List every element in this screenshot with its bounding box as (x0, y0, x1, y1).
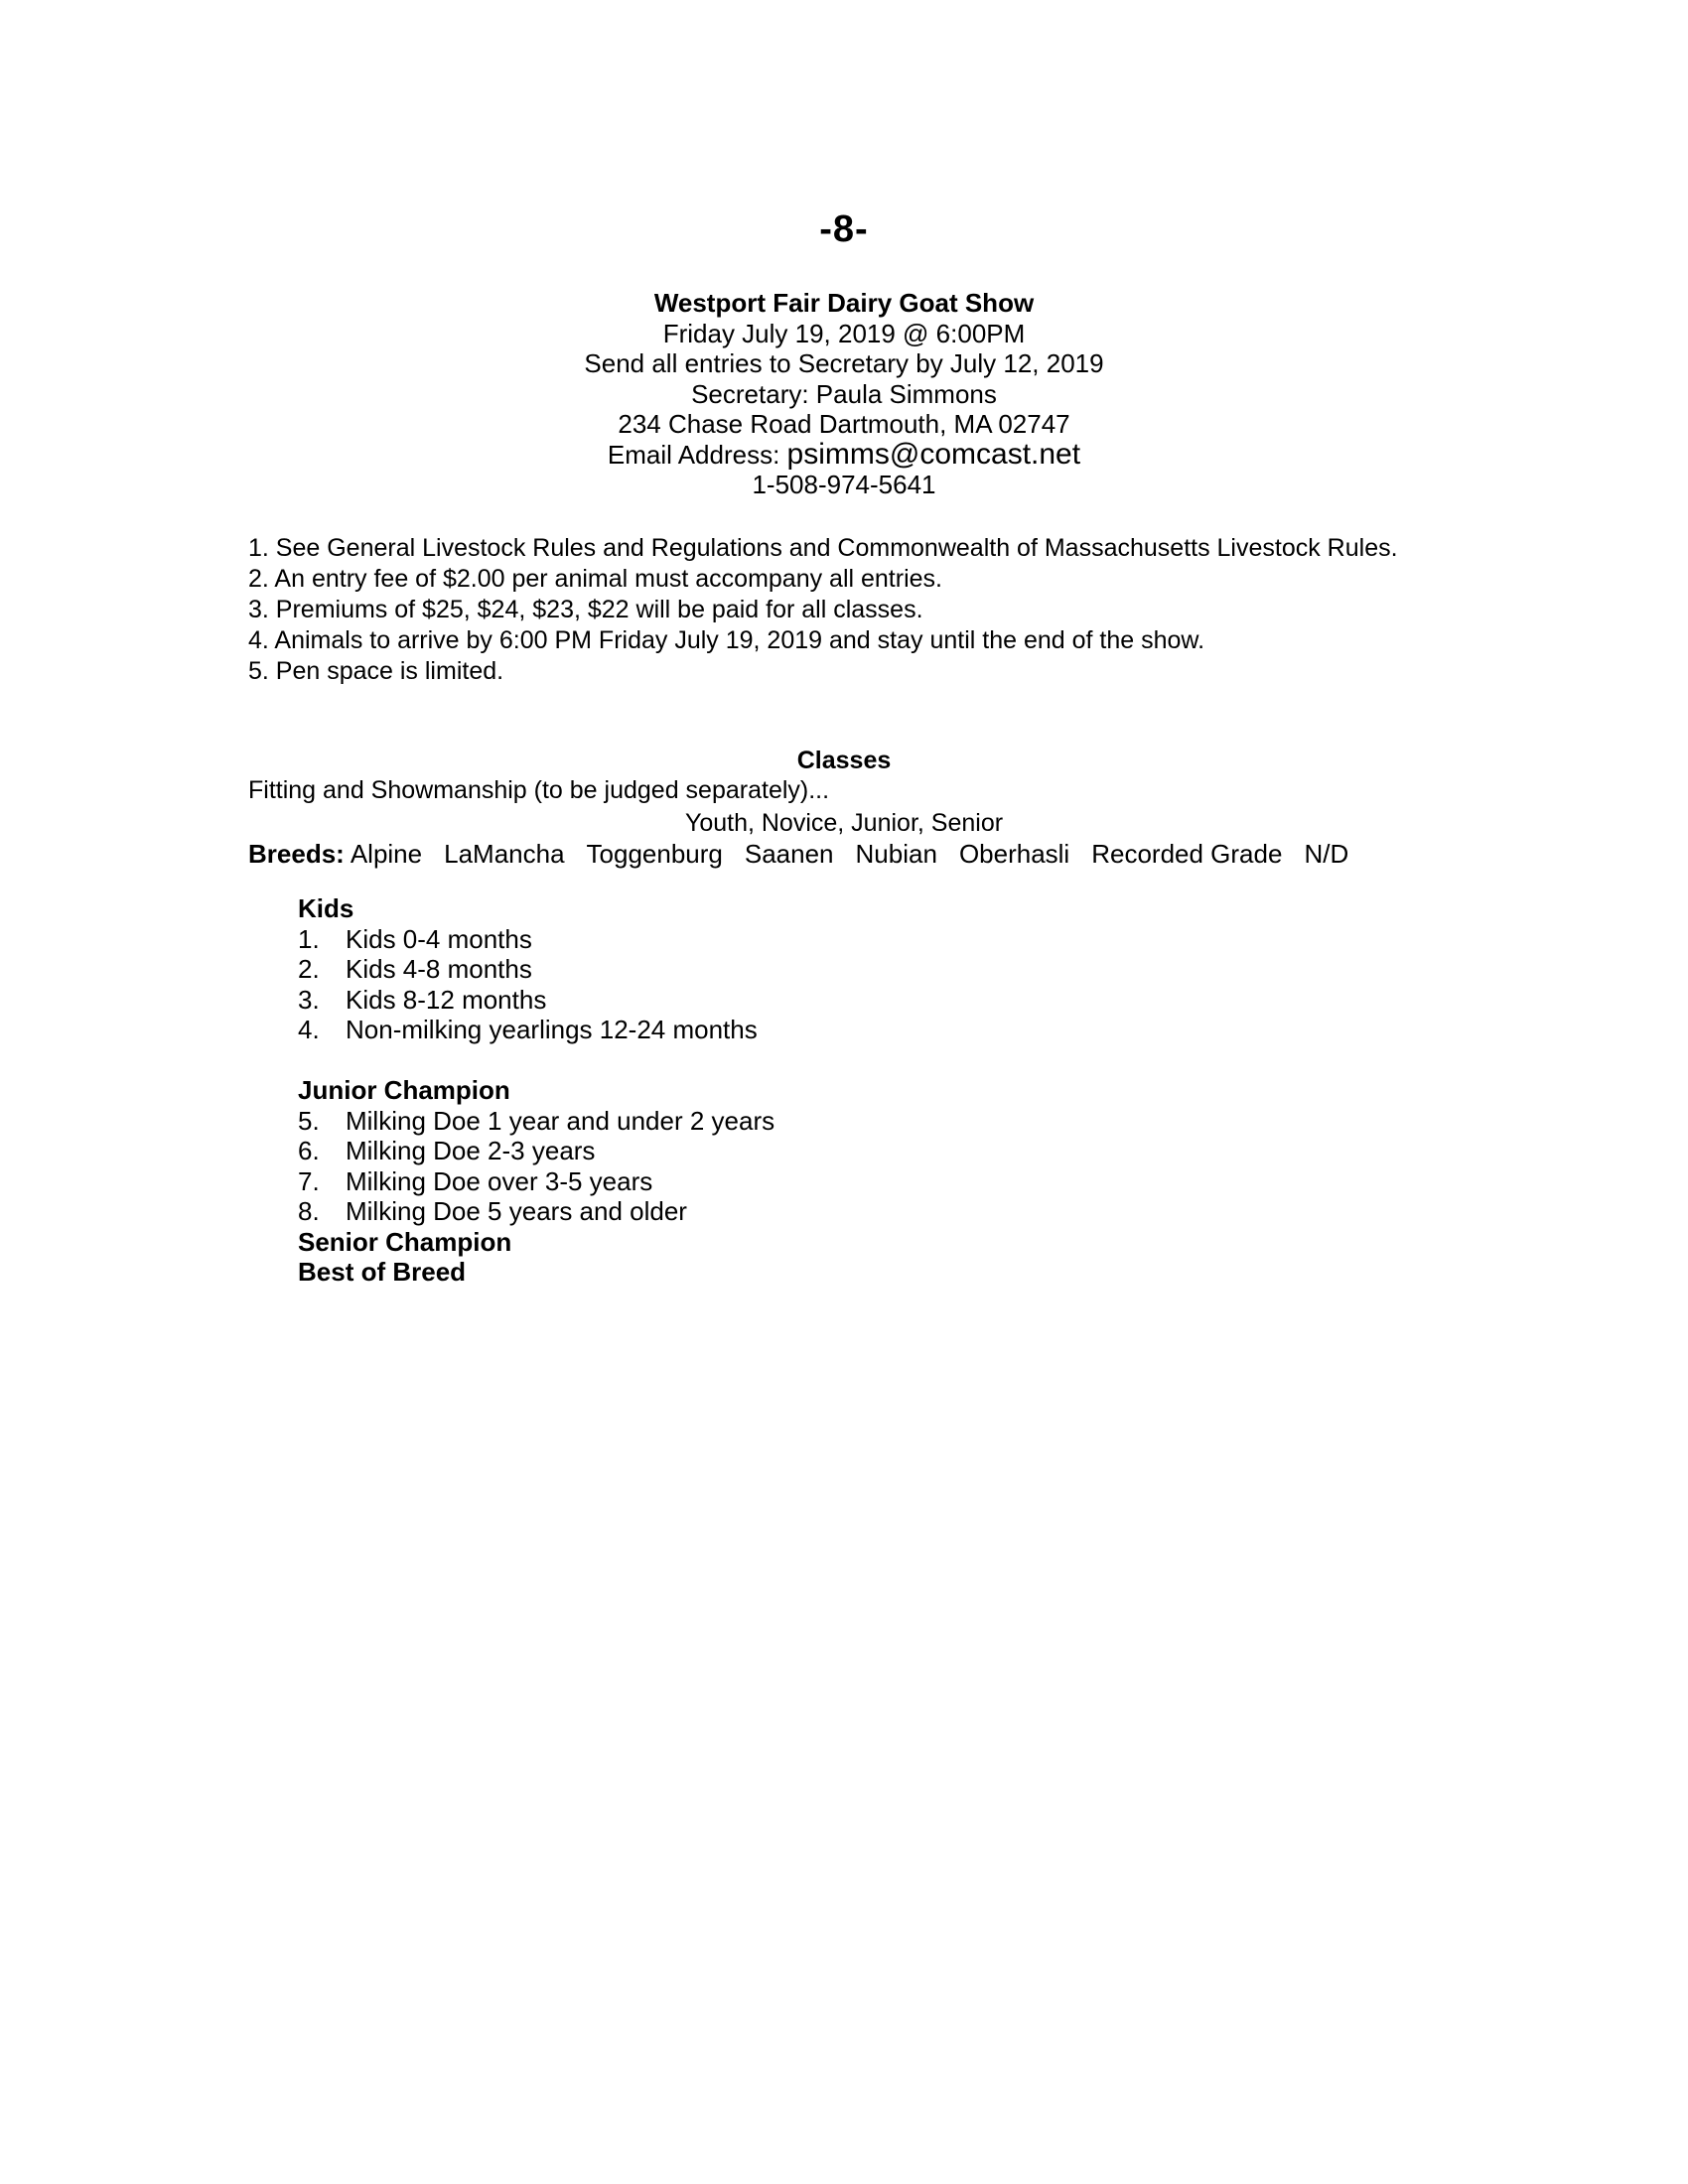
page-number: -8- (819, 208, 869, 250)
show-date: Friday July 19, 2019 @ 6:00PM (662, 318, 1026, 348)
phone-number: 1-508-974-5641 (752, 470, 936, 499)
secretary-address: 234 Chase Road Dartmouth, MA 02747 (618, 409, 1070, 439)
class-item (298, 1196, 774, 1227)
class-item (298, 985, 758, 1016)
kids-section (298, 893, 758, 1045)
junior-champion-title: Junior Champion (298, 1075, 510, 1105)
entries-deadline: Send all entries to Secretary by July 12, 2019 (584, 348, 1104, 378)
class-item (298, 924, 758, 955)
class-number: 5. (298, 1105, 320, 1136)
divisions-line: Youth, Novice, Junior, Senior (684, 809, 1004, 837)
class-number: 7. (298, 1165, 320, 1196)
breed-nubian: Nubian (855, 839, 937, 869)
class-item (298, 1166, 774, 1197)
class-label: Kids 8-12 months (346, 984, 547, 1015)
breed-saanen: Saanen (744, 839, 834, 869)
class-label: Milking Doe over 3-5 years (346, 1165, 653, 1196)
class-item (298, 1015, 758, 1045)
class-label: Kids 4-8 months (346, 954, 532, 984)
class-number: 1. (298, 923, 320, 954)
class-label: Non-milking yearlings 12-24 months (346, 1015, 758, 1044)
rule-item: 2. An entry fee of $2.00 per animal must accompany all entries. (248, 565, 942, 593)
senior-champion-title: Senior Champion (298, 1226, 512, 1257)
breeds-line (248, 839, 1348, 870)
kids-title: Kids (298, 893, 354, 923)
class-number: 6. (298, 1136, 320, 1165)
class-number: 3. (298, 984, 320, 1015)
class-number: 8. (298, 1196, 320, 1226)
rule-item: 1. See General Livestock Rules and Regulations and Commonwealth of Massachusetts Livestock Rules. (248, 534, 1398, 562)
secretary-name: Secretary: Paula Simmons (691, 378, 997, 409)
email-address: psimms@comcast.net (786, 437, 1081, 471)
class-number: 4. (298, 1015, 320, 1044)
rule-item: 3. Premiums of $25, $24, $23, $22 will be paid for all classes. (248, 596, 923, 623)
rule-item: 4. Animals to arrive by 6:00 PM Friday July 19, 2019 and stay until the end of the show. (248, 626, 1205, 654)
class-label: Milking Doe 2-3 years (346, 1136, 596, 1165)
class-item (298, 1106, 774, 1137)
fitting-showmanship-line: Fitting and Showmanship (to be judged separately)... (248, 776, 830, 804)
show-title: Westport Fair Dairy Goat Show (653, 288, 1035, 318)
show-header (0, 288, 1688, 500)
class-label: Milking Doe 1 year and under 2 years (346, 1105, 775, 1136)
breed-toggenburg: Toggenburg (586, 839, 723, 869)
class-item (298, 954, 758, 985)
junior-champion-section (298, 1075, 774, 1288)
classes-heading: Classes (796, 747, 892, 774)
breed-lamancha: LaMancha (444, 839, 565, 869)
class-number: 2. (298, 954, 320, 984)
breed-recorded-grade: Recorded Grade (1091, 839, 1283, 869)
class-label: Kids 0-4 months (346, 923, 532, 954)
best-of-breed-title: Best of Breed (298, 1257, 467, 1287)
class-item (298, 1136, 774, 1166)
breeds-label: Breeds: (248, 839, 345, 869)
breed-nd: N/D (1304, 839, 1349, 869)
breed-oberhasli: Oberhasli (958, 839, 1070, 869)
breed-alpine: Alpine (350, 839, 423, 869)
email-label: Email Address: (607, 439, 780, 470)
class-label: Milking Doe 5 years and older (346, 1196, 687, 1226)
email-line (0, 437, 1688, 471)
rules-list (248, 533, 1460, 687)
rule-item: 5. Pen space is limited. (248, 657, 504, 685)
